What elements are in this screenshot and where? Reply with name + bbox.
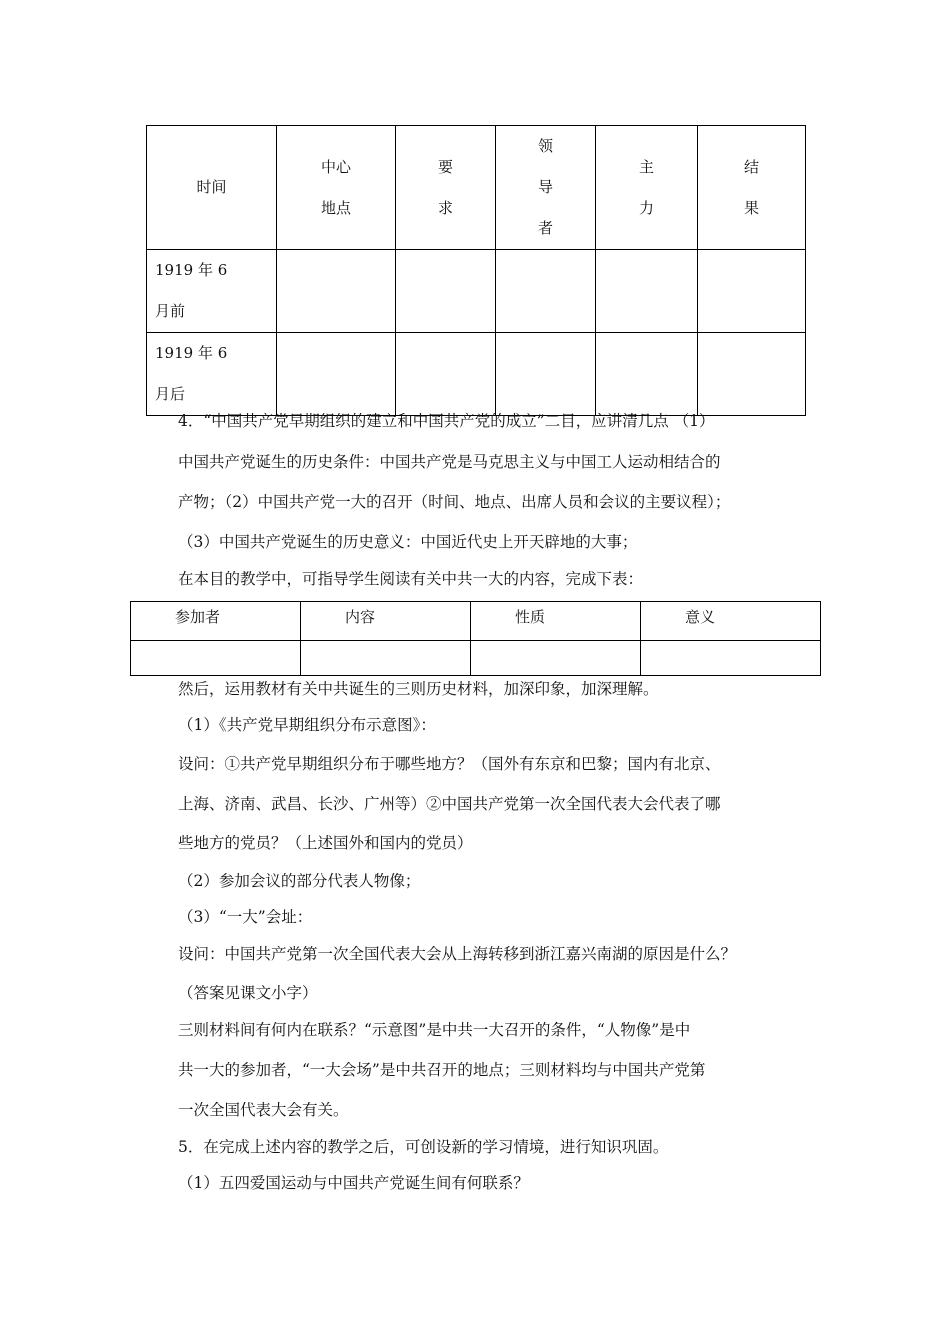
header-significance: 意义 — [641, 602, 821, 641]
table-header-row — [131, 602, 821, 641]
header-participants: 参加者 — [131, 602, 301, 641]
header-result: 结 果 — [698, 126, 806, 250]
row-time-before: 1919 年 6 月前 — [147, 250, 277, 333]
table-cell — [698, 250, 806, 333]
table-cell — [596, 250, 698, 333]
text-line: （1）《共产党早期组织分布示意图》： — [178, 716, 436, 734]
header-nature: 性质 — [471, 602, 641, 641]
table-cell — [277, 250, 396, 333]
text-line: 5．在完成上述内容的教学之后，可创设新的学习情境，进行知识巩固。 — [178, 1138, 669, 1156]
table-cell — [396, 250, 496, 333]
table-cell — [496, 333, 596, 416]
header-demand: 要 求 — [396, 126, 496, 250]
text-line: （1）五四爱国运动与中国共产党诞生间有何联系？ — [178, 1174, 529, 1192]
row-time-after: 1919 年 6 月后 — [147, 333, 277, 416]
text-line: 然后，运用教材有关中共诞生的三则历史材料，加深印象，加深理解。 — [178, 680, 659, 698]
table-cell — [698, 333, 806, 416]
header-time: 时间 — [147, 126, 277, 250]
header-leader: 领 导 者 — [496, 126, 596, 250]
text-line: 共一大的参加者，“一大会场”是中共召开的地点；三则材料均与中国共产党第 — [178, 1061, 706, 1079]
para4-line-3: 产物；（2）中国共产党一大的召开（时间、地点、出席人员和会议的主要议程）； — [178, 493, 731, 511]
table-header-row — [147, 126, 806, 250]
table-cell — [396, 333, 496, 416]
text-line: 设问：①共产党早期组织分布于哪些地方？（国外有东京和巴黎；国内有北京、 — [178, 755, 721, 773]
table-cell — [596, 333, 698, 416]
table-row — [131, 641, 821, 676]
table-cell — [131, 641, 301, 676]
header-center-location: 中心 地点 — [277, 126, 396, 250]
header-content: 内容 — [301, 602, 471, 641]
table-cell — [277, 333, 396, 416]
congress-table — [130, 601, 821, 676]
para4-line-5: 在本目的教学中，可指导学生阅读有关中共一大的内容，完成下表： — [178, 570, 644, 588]
movement-table — [146, 125, 806, 416]
para4-line-1: 4．“中国共产党早期组织的建立和中国共产党的成立”二目，应讲清几点 （1） — [178, 412, 715, 430]
text-line: （2）参加会议的部分代表人物像； — [178, 872, 421, 890]
para4-line-2: 中国共产党诞生的历史条件：中国共产党是马克思主义与中国工人运动相结合的 — [178, 453, 721, 471]
text-line: （3）“一大”会址： — [178, 908, 313, 926]
table-cell — [471, 641, 641, 676]
table-cell — [301, 641, 471, 676]
table-row — [147, 333, 806, 416]
text-line: 设问：中国共产党第一次全国代表大会从上海转移到浙江嘉兴南湖的原因是什么？ — [178, 945, 737, 963]
header-main-force: 主 力 — [596, 126, 698, 250]
text-line: 三则材料间有何内在联系？“示意图”是中共一大召开的条件，“人物像”是中 — [178, 1021, 691, 1039]
table-cell — [496, 250, 596, 333]
text-line: 些地方的党员？（上述国外和国内的党员） — [178, 834, 473, 852]
para4-line-4: （3）中国共产党诞生的历史意义：中国近代史上开天辟地的大事； — [178, 533, 638, 551]
table-cell — [641, 641, 821, 676]
text-line: （答案见课文小字） — [178, 984, 318, 1002]
text-line: 一次全国代表大会有关。 — [178, 1101, 349, 1119]
table-row — [147, 250, 806, 333]
text-line: 上海、济南、武昌、长沙、广州等）②中国共产党第一次全国代表大会代表了哪 — [178, 795, 721, 813]
